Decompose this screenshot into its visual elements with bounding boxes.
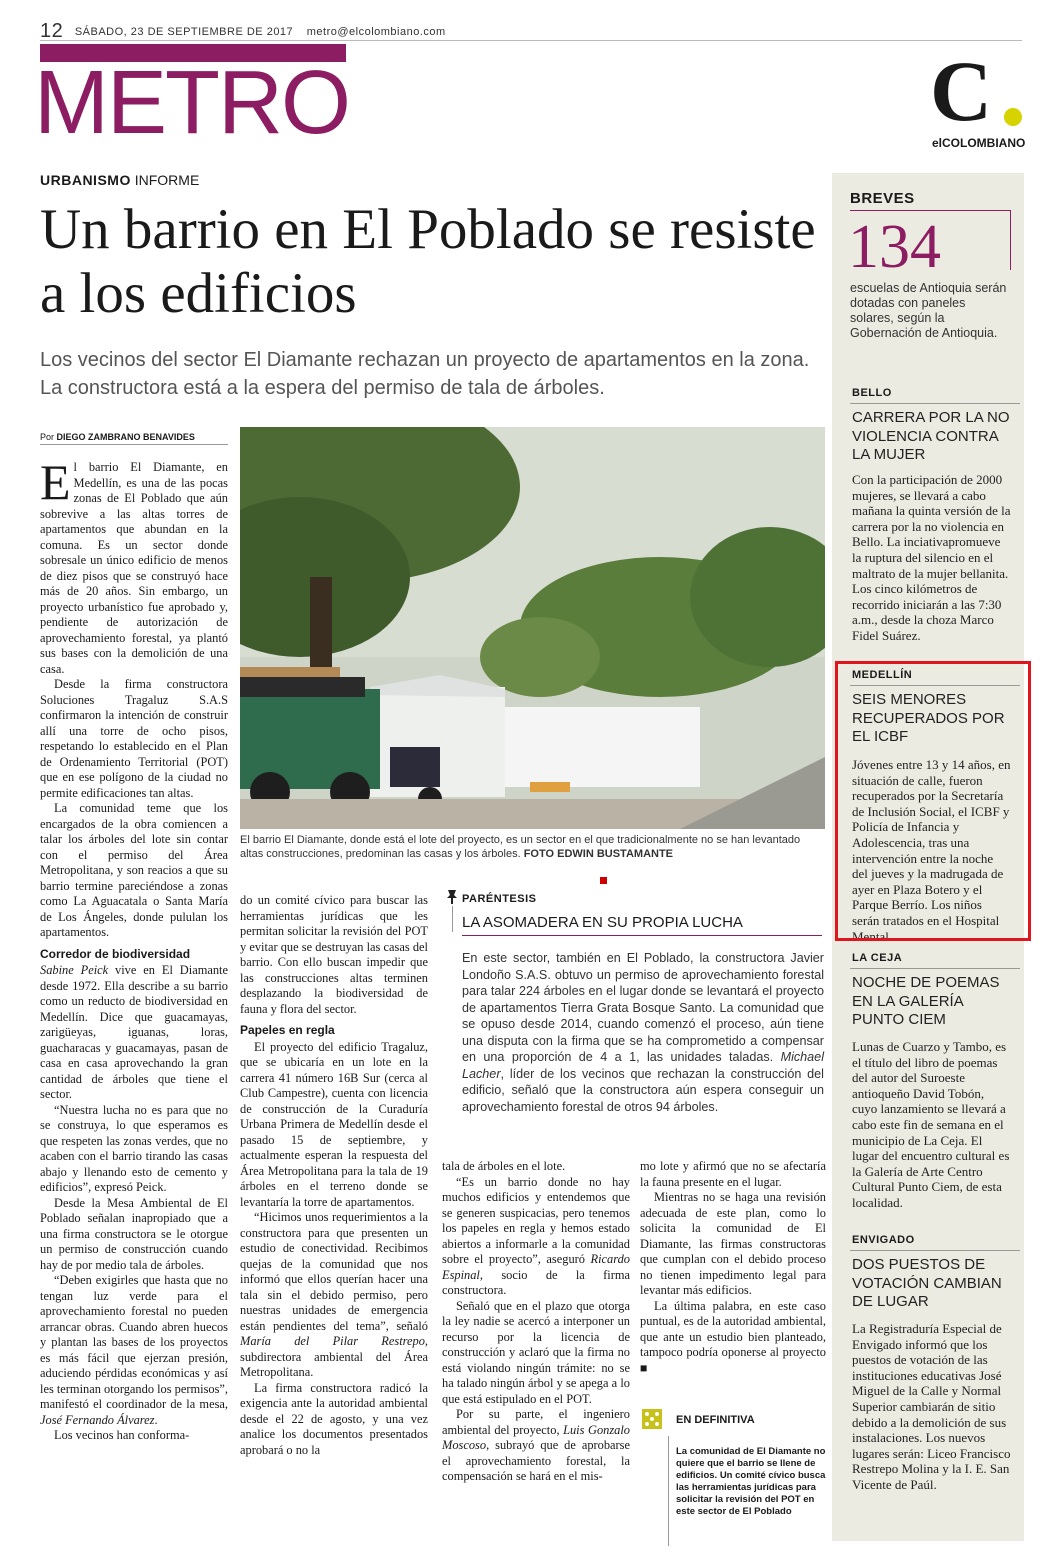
parentesis-text: En este sector, también en El Poblado, la constructora Javier Londoño S.A.S. obtuvo un permiso de aprovechamiento forestal para talar 224 árboles en el lugar donde se levantará el proyecto de apartamentos Tierra Grata Bosque Santo. La comunidad que se opuso desde 2014, cuando comenzó el proceso, aún tiene una disputa con la firma que se ha comprometido a compensar en una proporción de 4 a 1, las unidades taladas. bbox=[462, 951, 824, 1064]
section-title: METRO bbox=[34, 53, 349, 153]
paragraph: La última palabra, en este caso puntual, es de la autoridad ambiental, que ante un estudio bien planteado, tampoco podría oponerse al proyecto bbox=[640, 1298, 826, 1359]
brief-medellin-label: MEDELLÍN bbox=[852, 669, 913, 681]
breves-label: BREVES bbox=[850, 190, 915, 207]
parentesis-label: PARÉNTESIS bbox=[462, 893, 537, 905]
logo-text: elCOLOMBIANO bbox=[932, 136, 1026, 150]
brief-medellin-body: Jóvenes entre 13 y 14 años, en situación de calle, fueron recuperados por la Secretaría de Inclusión Social, el ICBF y Policía de Infancia y Adolescencia, tras una intervención entre la noche del jueves y la madrugada de ayer en Plaza Botero y el Parque Berrío. Los niños serán tratados en el Hospital Mental. bbox=[852, 757, 1011, 944]
brief-divider bbox=[850, 403, 1020, 404]
en-definitiva-text: La comunidad de El Diamante no quiere que el barrio se llene de edificios. Un comité cívico busca las herramientas jurídicas para solicitar la revisión del POT en este sector de El Poblado bbox=[676, 1446, 826, 1517]
article-column-2 bbox=[240, 893, 428, 1458]
brief-envigado-body: La Registraduría Especial de Envigado informó que los puestos de votación de las instituciones educativas José Miguel de la Calle y Normal Superior cambiarán de sitio debido a la demolición de sus instalaciones. Los nuevos lugares serán: Liceo Francisco Restrepo Molina y la I. E. San Vicente de Paúl. bbox=[852, 1321, 1011, 1492]
paragraph: Por su parte, el ingeniero ambiental del proyecto, bbox=[442, 1407, 630, 1437]
paragraph: do un comité cívico para buscar las herramientas jurídicas que les permitan solicitar la revisión del POT y evitar que se destruyan las casas del barrio. Con ello buscan impedir que las construcciones altas terminen desplazando la biodiversidad de fauna y flora del sector. bbox=[240, 893, 428, 1016]
parentesis-text-end: , líder de los vecinos que rechazan la construcción del edificio, señaló que la constructora aún espera conseguir un aprovechamiento forestal de otros 94 árboles. bbox=[462, 1066, 824, 1114]
paragraph: Los vecinos han conforma- bbox=[54, 1428, 190, 1442]
en-definitiva-rule bbox=[668, 1436, 669, 1546]
stat-description: escuelas de Antioquia serán dotadas con paneles solares, según la Gobernación de Antioquia. bbox=[850, 281, 1007, 340]
paragraph: “Deben exigirles que hasta que no tengan luz verde para el aprovechamiento forestal no pueden arrancar obras. Cuando abren huecos y plantan las bases de los proyectos es más fácil que ejerzan presión, aduciendo pérdidas económicas y así les terminan otorgando los permisos”, manifestó el coordinador de la mesa, bbox=[40, 1273, 229, 1411]
person-name: Ricardo Espinal bbox=[442, 1252, 630, 1282]
logo-dot bbox=[1004, 108, 1022, 126]
parentesis-divider bbox=[462, 935, 822, 936]
breves-vertical-rule bbox=[1010, 210, 1011, 270]
street-scene-illustration bbox=[240, 427, 825, 829]
paragraph: El proyecto del edificio Tragaluz, que se ubicaría en un lote en la carrera 41 número 16B Sur (cerca al Club Campestre), cuenta con licencia de construcción de la Curaduría Urbana Primera de Medellín desde el pasado 15 de septiembre, y actualmente esperan la respuesta del Área Metropolitana para la tala de 19 árboles en el terreno donde se levantaría la torre de apartamentos. bbox=[240, 1039, 428, 1209]
paragraph: “Es un barrio donde no hay muchos edificios y entendemos que se generen suspicacias, pero tenemos los papeles en regla y hemos estado abiertos a informarle a la comunidad sobre el proyecto”, aseguró bbox=[442, 1174, 630, 1266]
brief-la-ceja-label: LA CEJA bbox=[852, 952, 903, 964]
pin-icon bbox=[444, 888, 460, 904]
stat-number: 134 bbox=[848, 213, 941, 281]
page-number: 12 bbox=[40, 20, 64, 42]
paragraph-end: , socio de la firma constructora. bbox=[442, 1267, 630, 1297]
highlight-box bbox=[835, 661, 1031, 941]
issue-date: SÁBADO, 23 DE SEPTIEMBRE DE 2017 bbox=[74, 26, 294, 38]
paragraph-end: . bbox=[154, 1412, 158, 1427]
paragraph: Desde la firma constructora Soluciones Tragaluz S.A.S confirmaron la intención de construir allí una torre de ocho pisos, respetando lo establecido en el Plan de Ordenamiento Territorial (POT) que en ese polígono de la ciudad no permite edificaciones tan altas. bbox=[40, 677, 228, 800]
brief-bello-title: CARRERA POR LA NO VIOLENCIA CONTRA LA MUJER bbox=[852, 409, 1010, 463]
person-name: Sabine Peick bbox=[40, 963, 109, 977]
paragraph: Desde la Mesa Ambiental de El Poblado señalan inapropiado que a una firma constructora se le otorgue un permiso de construcción cuando hay de por medio tala de árboles. bbox=[40, 1195, 228, 1272]
red-square-marker bbox=[600, 877, 607, 884]
contact-email: metro@elcolombiano.com bbox=[306, 26, 446, 38]
end-mark: ■ bbox=[640, 1360, 648, 1375]
dice-icon bbox=[642, 1409, 662, 1429]
person-name: José Fernando Álvarez bbox=[40, 1412, 155, 1427]
paragraph: “Hicimos unos requerimientos a la constructora para que presenten un estudio de conectividad. Recibimos quejas de la comunidad que nos informó que ellos querían hacer una tala sin el debido permiso, pero nuestras unidades de emergencia están pendientes del tema”, señaló bbox=[240, 1210, 428, 1333]
brief-divider bbox=[850, 1250, 1020, 1251]
parentesis-body bbox=[462, 950, 824, 1115]
page-header-line bbox=[40, 18, 1022, 41]
paragraph: Señaló que en el plazo que otorga la ley nadie se acercó a interponer un recurso por la licencia de construcción y aclaró que la firma no está violando ningún trámite: no se ha talado ningún árbol y se apega a lo que está estipulado en el POT. bbox=[442, 1298, 630, 1406]
person-name: María del Pilar Restrepo bbox=[240, 1334, 425, 1348]
article-column-3 bbox=[442, 1159, 630, 1485]
brief-medellin-title: SEIS MENORES RECUPERADOS POR EL ICBF bbox=[852, 691, 1005, 745]
paragraph: tala de árboles en el lote. bbox=[442, 1159, 566, 1173]
paragraph: vive en El Diamante desde 1972. Ella describe a su barrio como un reducto de biodiversidad en Medellín. Dice que guacamayas, zarigüeyas, iguanas, loras, guacharacas y guacamayas, pasan de casa en casa aprovechando la gran cantidad de árboles que tiene el sector. bbox=[40, 963, 228, 1101]
paragraph: La comunidad teme que los encargados de la obra comiencen a talar los árboles del lote sin contar con el permiso del Área Metropolitana, y son reacios a que su barrio termine pareciéndose a zonas como La Aguacatala o Santa María de Los Ángeles, donde pululan los apartamentos. bbox=[40, 801, 228, 939]
parentesis-title: LA ASOMADERA EN SU PROPIA LUCHA bbox=[462, 914, 743, 931]
en-definitiva-label: EN DEFINITIVA bbox=[676, 1414, 755, 1426]
article-deck: Los vecinos del sector El Diamante rechazan un proyecto de apartamentos en la zona. La constructora está a la espera del permiso de tala de árboles. bbox=[40, 349, 810, 399]
brief-envigado-title: DOS PUESTOS DE VOTACIÓN CAMBIAN DE LUGAR bbox=[852, 1256, 1002, 1310]
person-name: Luis Gonzalo Moscoso bbox=[442, 1422, 630, 1452]
paragraph: “Nuestra lucha no es para que no se construya, lo que esperamos es que respeten las zonas verdes, que no acaben con el barrio tirando las casas abajo y llenando esto de cemento y edificios”, expresó Peick. bbox=[40, 1102, 228, 1194]
paragraph: La firma constructora radicó la exigencia ante la autoridad ambiental desde el 22 de agosto, y una vez analice los documentos presentados aprobará o no la bbox=[240, 1380, 428, 1457]
article-headline: Un barrio en El Poblado se resiste a los edificios bbox=[40, 198, 816, 325]
brief-la-ceja-body: Lunas de Cuarzo y Tambo, es el título del libro de poemas del autor del Suroeste antioqueño David Tobón, cuyo lanzamiento se llevará a cabo este fin de semana en el municipio de La Ceja. El lugar del encuentro cultural es la Galería de Arte Centro Cultural Punto Ciem, de esta localidad. bbox=[852, 1039, 1010, 1210]
paragraph: Mientras no se haga una revisión adecuada de este plan, como lo solicita la comunidad de El Diamante, las firmas constructoras que cumplan con el debido proceso no tienen impedimento legal para levantar más edificios. bbox=[640, 1190, 826, 1297]
caption-text: El barrio El Diamante, donde está el lote del proyecto, es un sector en el que tradicionalmente no se han levantado altas construcciones, predominan las casas y los árboles. bbox=[240, 834, 801, 860]
brief-la-ceja-title: NOCHE DE POEMAS EN LA GALERÍA PUNTO CIEM bbox=[852, 974, 1000, 1028]
person-name: Michael Lacher bbox=[462, 1050, 824, 1081]
subheading: Corredor de biodiversidad bbox=[40, 946, 191, 961]
byline-author: DIEGO ZAMBRANO BENAVIDES bbox=[56, 432, 195, 442]
paragraph-end: , subrayó que de aprobarse el aprovechamiento forestal, la compensación se hará en el mis- bbox=[442, 1438, 630, 1483]
photo-caption bbox=[240, 833, 825, 861]
parentesis-rule bbox=[452, 906, 453, 932]
brief-envigado-label: ENVIGADO bbox=[852, 1234, 915, 1246]
brief-divider bbox=[850, 968, 1020, 969]
article-column-1 bbox=[40, 454, 229, 1444]
paragraph-end: , subdirectora ambiental del Área Metropolitana. bbox=[240, 1334, 428, 1379]
drop-cap: E bbox=[40, 454, 71, 510]
byline-rule bbox=[40, 444, 228, 445]
article-photo bbox=[240, 427, 825, 829]
article-column-4 bbox=[640, 1159, 826, 1376]
paragraph: l barrio El Diamante, en Medellín, es una de las pocas zonas de El Poblado que aún sobrevive a las altas torres de apartamentos que abundan en la comuna. Es un sector donde sobresale un único edificio de menos de diez pisos que se construyó hace más de 20 años. Sin embargo, un proyecto urbanístico fue aprobado y, pendiente de autorización de aprovechamiento forestal, ya plantó sus bases con la demolición de una casa. bbox=[40, 460, 228, 676]
kicker-type: INFORME bbox=[134, 172, 200, 188]
subheading: Papeles en regla bbox=[240, 1023, 335, 1037]
logo-letter: C bbox=[930, 43, 993, 139]
brief-bello-body: Con la participación de 2000 mujeres, se llevará a cabo mañana la quinta versión de la carrera por la no violencia en Bello. La inciativapromueve la ruptura del silencio en el maltrato de la mujer bellanita. Los cinco kilómetros de recorrido iniciarán a las 7:30 a.m., desde la choza Marco Fidel Suárez. bbox=[852, 472, 1011, 643]
byline bbox=[40, 432, 195, 442]
byline-prefix: Por bbox=[40, 432, 55, 442]
breves-rule bbox=[850, 210, 1010, 211]
kicker-topic: URBANISMO bbox=[40, 172, 131, 188]
brief-bello-label: BELLO bbox=[852, 387, 892, 399]
photo-credit: FOTO EDWIN BUSTAMANTE bbox=[523, 848, 674, 860]
paragraph: mo lote y afirmó que no se afectaría la fauna presente en el lugar. bbox=[640, 1159, 826, 1189]
article-kicker bbox=[40, 172, 199, 188]
